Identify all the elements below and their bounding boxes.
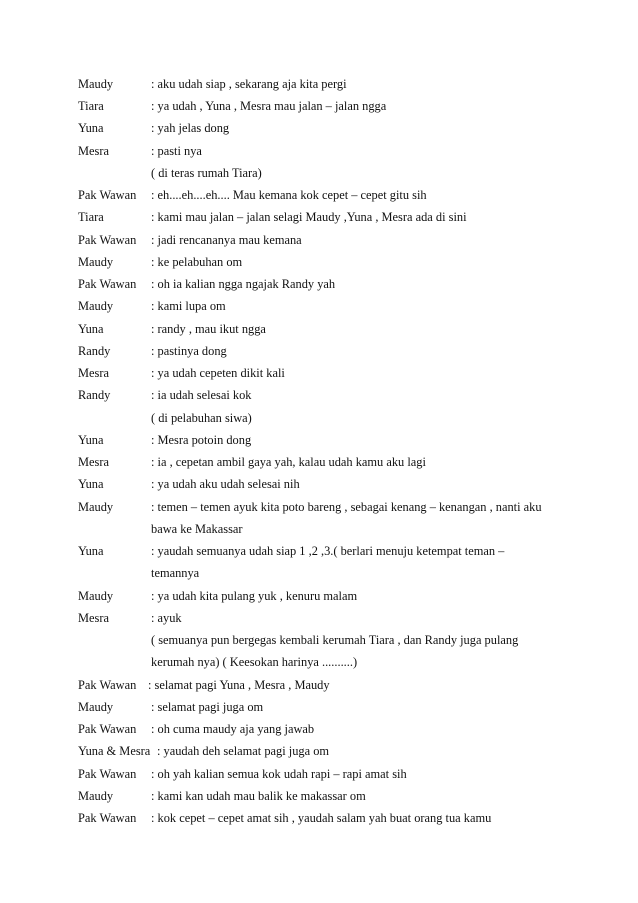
dialogue-text: : oh cuma maudy aja yang jawab xyxy=(151,722,315,736)
dialogue-text: : yaudah deh selamat pagi juga om xyxy=(157,744,330,758)
dialogue-text: : ia udah selesai kok xyxy=(151,388,252,402)
speaker-name: Pak Wawan xyxy=(78,188,137,202)
dialogue-text: : kami lupa om xyxy=(151,299,226,313)
dialogue-text: : oh yah kalian semua kok udah rapi – rapi amat sih xyxy=(151,767,407,781)
speaker-name: Tiara xyxy=(78,99,104,113)
speaker-name: Randy xyxy=(78,388,111,402)
dialogue-text: : temen – temen ayuk kita poto bareng , sebagai kenang – kenangan , nanti aku xyxy=(151,500,542,514)
speaker-name: Maudy xyxy=(78,299,114,313)
dialogue-text: : kami mau jalan – jalan selagi Maudy ,Yuna , Mesra ada di sini xyxy=(151,210,467,224)
speaker-name: Tiara xyxy=(78,210,104,224)
speaker-name: Mesra xyxy=(78,455,109,469)
dialogue-text: : ya udah , Yuna , Mesra mau jalan – jalan ngga xyxy=(151,99,387,113)
speaker-name: Maudy xyxy=(78,500,114,514)
speaker-name: Pak Wawan xyxy=(78,277,137,291)
dialogue-text: : yah jelas dong xyxy=(151,121,230,135)
dialogue-text: : selamat pagi Yuna , Mesra , Maudy xyxy=(148,678,330,692)
dialogue-text: ( di pelabuhan siwa) xyxy=(151,411,252,425)
dialogue-text: : yaudah semuanya udah siap 1 ,2 ,3.( berlari menuju ketempat teman – xyxy=(151,544,505,558)
dialogue-text: : pastinya dong xyxy=(151,344,227,358)
dialogue-text: ( semuanya pun bergegas kembali kerumah Tiara , dan Randy juga pulang xyxy=(151,633,519,647)
speaker-name: Yuna xyxy=(78,544,104,558)
dialogue-text: kerumah nya) ( Keesokan harinya ..........) xyxy=(151,655,358,669)
speaker-name: Maudy xyxy=(78,789,114,803)
speaker-name: Mesra xyxy=(78,366,109,380)
speaker-name: Yuna xyxy=(78,477,104,491)
speaker-name: Yuna xyxy=(78,121,104,135)
speaker-name: Pak Wawan xyxy=(78,767,137,781)
speaker-name: Maudy xyxy=(78,255,114,269)
speaker-name: Pak Wawan xyxy=(78,811,137,825)
dialogue-text: : aku udah siap , sekarang aja kita pergi xyxy=(151,77,347,91)
dialogue-text: temannya xyxy=(151,566,200,580)
speaker-name: Maudy xyxy=(78,700,114,714)
dialogue-text: : kok cepet – cepet amat sih , yaudah salam yah buat orang tua kamu xyxy=(151,811,492,825)
dialogue-text: : ia , cepetan ambil gaya yah, kalau udah kamu aku lagi xyxy=(151,455,426,469)
speaker-name: Mesra xyxy=(78,144,109,158)
dialogue-text: : Mesra potoin dong xyxy=(151,433,252,447)
dialogue-text: : ya udah cepeten dikit kali xyxy=(151,366,285,380)
dialogue-text: : selamat pagi juga om xyxy=(151,700,264,714)
dialogue-text: : ke pelabuhan om xyxy=(151,255,243,269)
dialogue-text: : ya udah aku udah selesai nih xyxy=(151,477,300,491)
dialogue-text: bawa ke Makassar xyxy=(151,522,243,536)
dialogue-text: : kami kan udah mau balik ke makassar om xyxy=(151,789,366,803)
speaker-name: Pak Wawan xyxy=(78,722,137,736)
dialogue-text: : randy , mau ikut ngga xyxy=(151,322,266,336)
dialogue-text: : ayuk xyxy=(151,611,182,625)
dialogue-text: ( di teras rumah Tiara) xyxy=(151,166,262,180)
speaker-name: Maudy xyxy=(78,77,114,91)
speaker-name: Pak Wawan xyxy=(78,678,137,692)
dialogue-text: : ya udah kita pulang yuk , kenuru malam xyxy=(151,589,358,603)
speaker-name: Pak Wawan xyxy=(78,233,137,247)
dialogue-text: : pasti nya xyxy=(151,144,202,158)
dialogue-text: : eh....eh....eh.... Mau kemana kok cepet – cepet gitu sih xyxy=(151,188,427,202)
speaker-name: Mesra xyxy=(78,611,109,625)
speaker-name: Maudy xyxy=(78,589,114,603)
dialogue-text: : jadi rencananya mau kemana xyxy=(151,233,302,247)
speaker-name: Yuna & Mesra xyxy=(78,744,151,758)
speaker-name: Yuna xyxy=(78,433,104,447)
dialogue-text: : oh ia kalian ngga ngajak Randy yah xyxy=(151,277,336,291)
speaker-name: Yuna xyxy=(78,322,104,336)
speaker-name: Randy xyxy=(78,344,111,358)
